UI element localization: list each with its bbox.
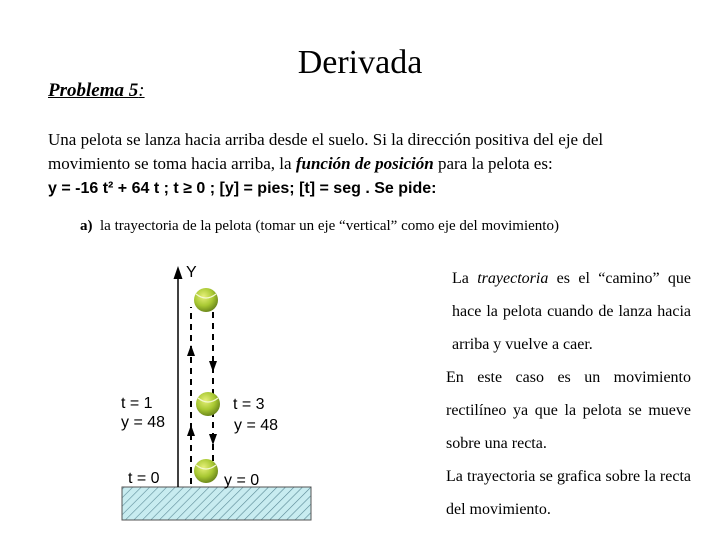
y-axis-arrowhead — [174, 266, 183, 279]
description-paragraph-1 — [446, 262, 691, 361]
ground-block — [122, 487, 311, 520]
ball-bottom — [194, 459, 218, 483]
problem-label-colon: : — [138, 80, 145, 101]
y-axis-label: Y — [186, 264, 197, 281]
label-t1: t = 1 — [121, 395, 153, 412]
description-p1-end: es el “camino” que hace la pelota cuando de lanza hacia arriba y vuelve a caer. — [452, 270, 692, 353]
trajectory-description — [446, 262, 691, 526]
upward-arrow-lower — [187, 425, 195, 436]
page-title: Derivada — [297, 44, 423, 81]
sub-question-text: la trayectoria de la pelota (tomar un eje “vertical” como eje del movimiento) — [100, 218, 559, 234]
ball-top — [194, 288, 218, 312]
label-t3: t = 3 — [233, 396, 265, 413]
description-p1-start: La — [452, 270, 478, 287]
problem-label-text: Problema 5 — [48, 80, 139, 101]
position-function-equation: y = -16 t² + 64 t ; t ≥ 0 ; [y] = pies; [t] = seg . Se pide: — [48, 180, 437, 197]
downward-arrow-lower — [209, 434, 217, 445]
label-y0: y = 0 — [224, 472, 260, 489]
problem-statement-line-1: Una pelota se lanza hacia arriba desde el suelo. Si la dirección positiva del eje del — [48, 130, 604, 149]
position-function-term: función de posición — [295, 154, 434, 173]
statement-line-2-end: para la pelota es: — [433, 154, 553, 173]
description-paragraph-2: En este caso es un movimiento rectilíneo ya que la pelota se mueve sobre una recta. — [446, 369, 691, 452]
description-paragraph-3: La trayectoria se grafica sobre la recta del movimiento. — [446, 468, 691, 518]
statement-line-2-start: movimiento se toma hacia arriba, la — [48, 154, 296, 173]
downward-arrow-upper — [209, 361, 217, 372]
upward-arrow-upper — [187, 345, 195, 356]
label-y48-left: y = 48 — [121, 414, 166, 431]
trajectory-term: trayectoria — [477, 270, 549, 287]
sub-question-label: a) — [80, 218, 93, 234]
ball-middle — [196, 392, 220, 416]
label-y48-right: y = 48 — [234, 417, 279, 434]
label-t0: t = 0 — [128, 470, 160, 487]
